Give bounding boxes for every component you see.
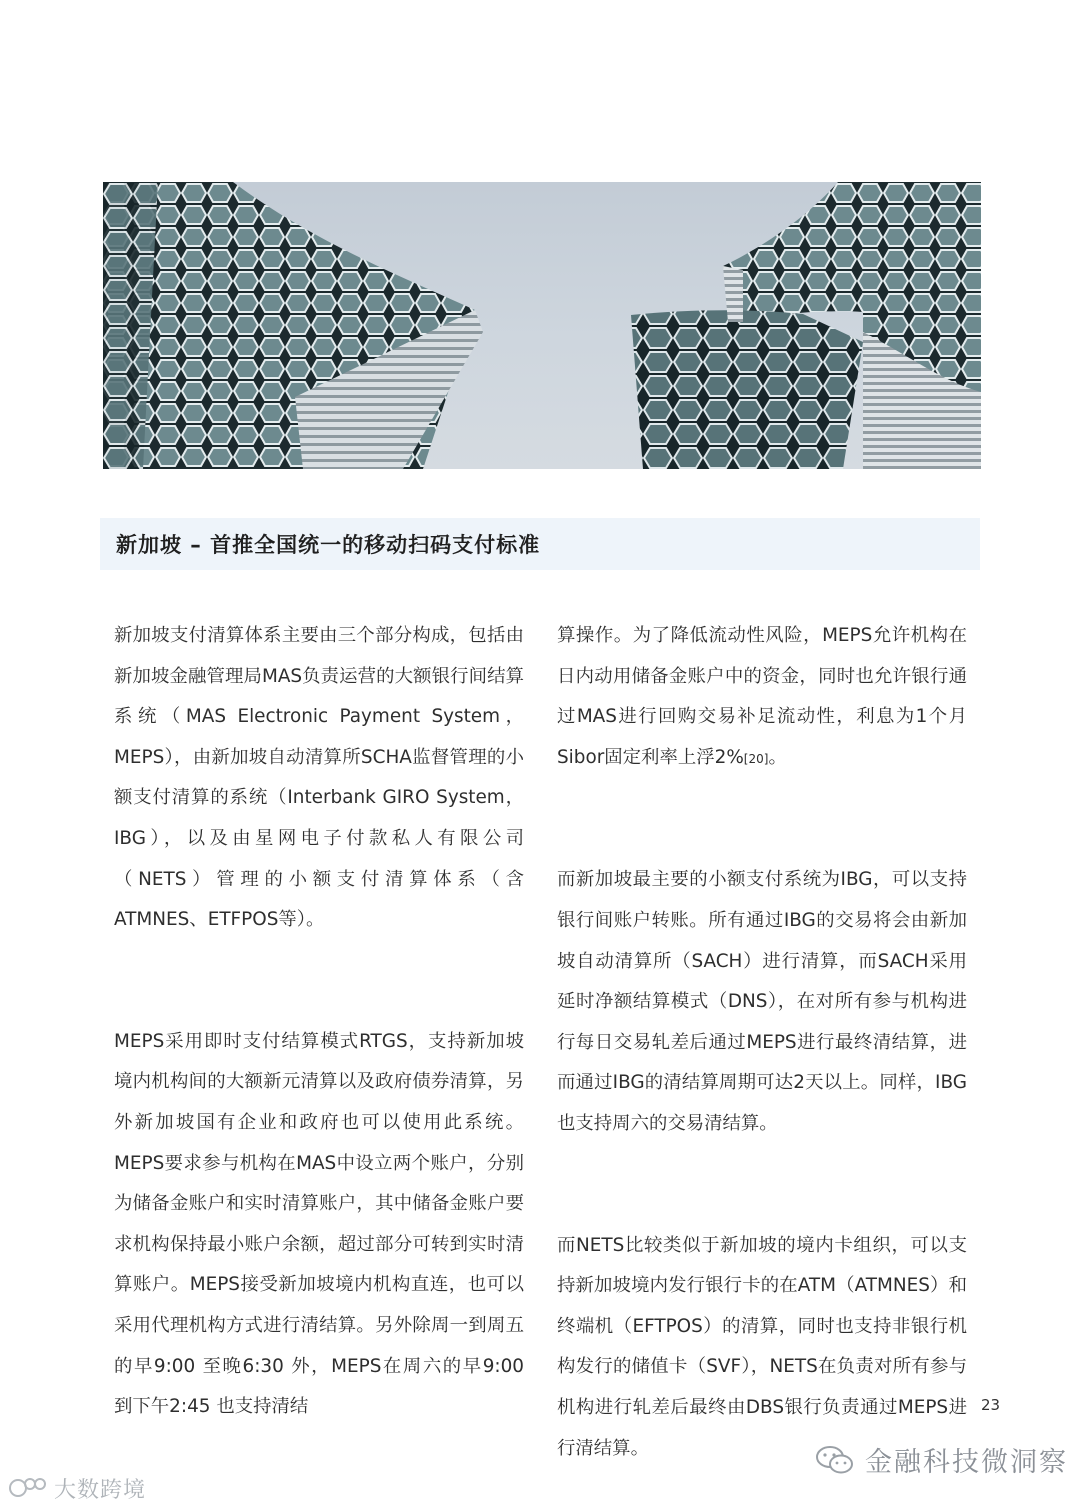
paragraph: 而新加坡最主要的小额支付系统为IBG，可以支持银行间账户转账。所有通过IBG的交易将会由新加坡自动清算所（SACH）进行清算，而SACH采用延时净额结算模式（DNS），在对所有参与机构进行每日交易轧差后通过MEPS进行最终清结算，进而通过IBG的清结算周期可达2天以上。同样，IBG也支持周六的交易清结算。 [557, 869, 967, 1134]
right-column [557, 616, 967, 1469]
wechat-icon [815, 1445, 855, 1475]
paragraph-gap [557, 1145, 967, 1226]
paragraph-gap [557, 779, 967, 860]
hero-image [103, 182, 981, 469]
section-header [100, 518, 980, 570]
paragraph [557, 616, 967, 779]
paragraph: MEPS采用即时支付结算模式RTGS，支持新加坡境内机构间的大额新元清算以及政府债券清算，另外新加坡国有企业和政府也可以使用此系统。MEPS要求参与机构在MAS中设立两个账户，分别为储备金账户和实时清算账户，其中储备金账户要求机构保持最小账户余额，超过部分可转到实时清算账户。MEPS接受新加坡境内机构直连，也可以采用代理机构方式进行清结算。另外除周一到周五的早9:00 至晚6:30 外，MEPS在周六的早9:00 到下午2:45 也支持清结 [114, 1030, 524, 1418]
paragraph-gap [114, 941, 524, 1022]
watermark-text: 金融科技微洞察 [865, 1447, 1068, 1478]
page-number: 23 [981, 1396, 1001, 1414]
section-title: 新加坡 – 首推全国统一的移动扫码支付标准 [116, 533, 541, 557]
watermark-left [6, 1472, 146, 1504]
building-photo-icon [103, 182, 981, 469]
paragraph-end: 。 [768, 746, 787, 768]
citation: [20] [743, 751, 769, 766]
paragraph: 而NETS比较类似于新加坡的境内卡组织，可以支持新加坡境内发行银行卡的在ATM（ATMNES）和终端机（EFTPOS）的清算，同时也支持非银行机构发行的储值卡（SVF），NETS在负责对所有参与机构进行轧差后最终由DBS银行负责通过MEPS进行清结算。 [557, 1234, 967, 1459]
watermark-text: 大数跨境 [54, 1477, 147, 1503]
left-column [114, 616, 524, 1428]
logo-icon [6, 1472, 50, 1504]
paragraph: 新加坡支付清算体系主要由三个部分构成，包括由新加坡金融管理局MAS负责运营的大额银行间结算系统（MAS Electronic Payment System，MEPS），由新加坡自动清算所SCHA监督管理的小额支付清算的系统（Interbank GIRO System，IBG），以及由星网电子付款私人有限公司（NETS）管理的小额支付清算体系（含ATMNES、ETFPOS等）。 [114, 625, 524, 931]
paragraph-text: 算操作。为了降低流动性风险，MEPS允许机构在日内动用储备金账户中的资金，同时也允许银行通过MAS进行回购交易补足流动性，利息为1个月Sibor固定利率上浮2% [557, 625, 967, 768]
watermark-right [815, 1440, 1068, 1479]
